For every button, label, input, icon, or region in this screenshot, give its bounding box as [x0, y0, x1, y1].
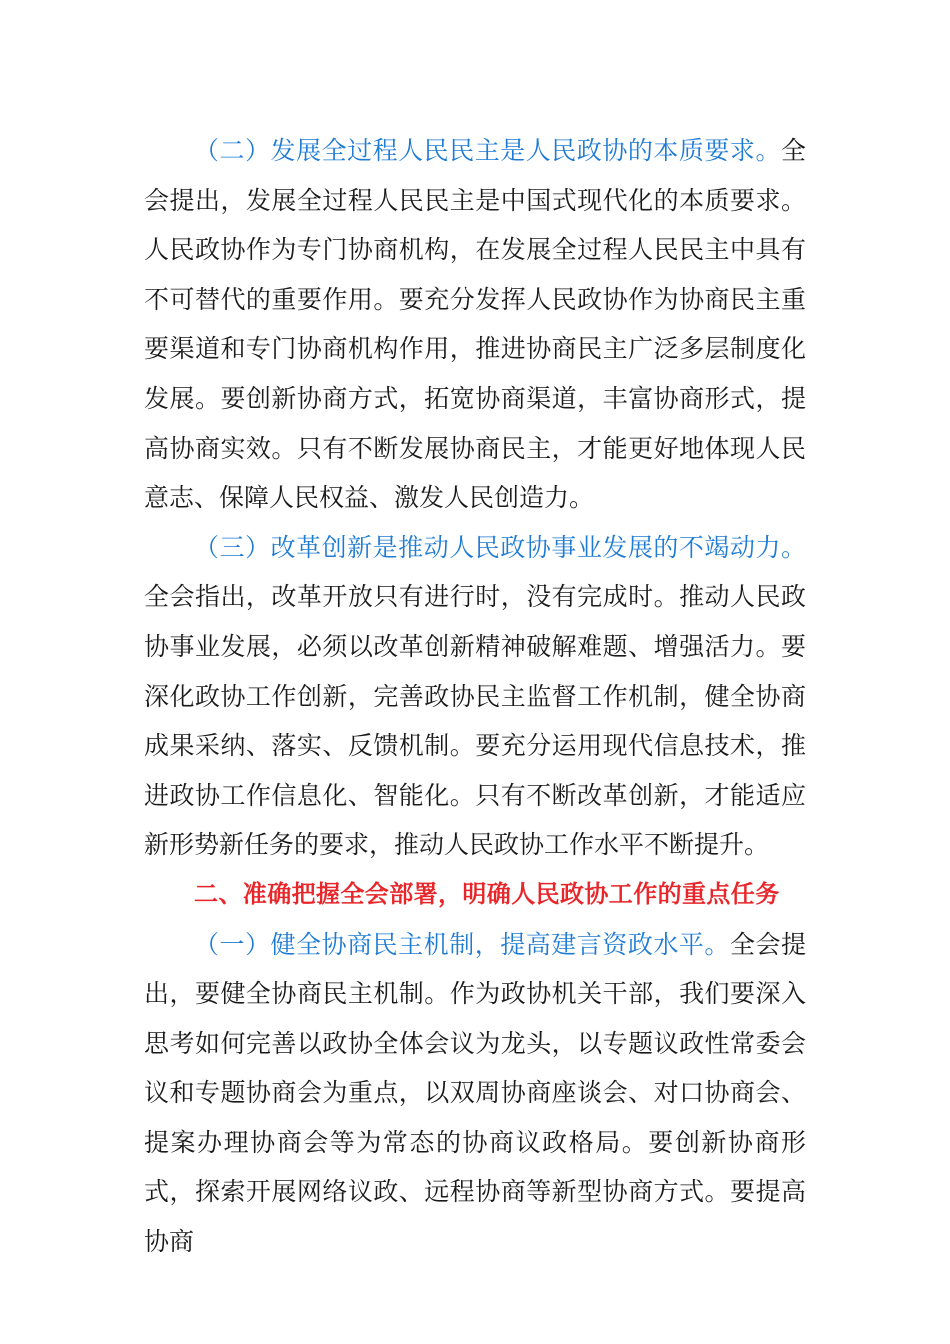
- paragraph-body: 全会提出，发展全过程人民民主是中国式现代化的本质要求。人民政协作为专门协商机构，在发展全过程人民民主中具有不可替代的重要作用。要充分发挥人民政协作为协商民主重要渠道和专门协商机构作用，推进协商民主广泛多层制度化发展。要创新协商方式，拓宽协商渠道，丰富协商形式，提高协商实效。只有不断发展协商民主，才能更好地体现人民意志、保障人民权益、激发人民创造力。: [144, 136, 806, 513]
- paragraph-body: 全会提出，要健全协商民主机制。作为政协机关干部，我们要深入思考如何完善以政协全体会议为龙头，以专题议政性常委会议和专题协商会为重点，以双周协商座谈会、对口协商会、提案办理协商会等为常态的协商议政格局。要创新协商形式，探索开展网络议政、远程协商等新型协商方式。要提高协商: [144, 929, 806, 1257]
- paragraph-lead: （一）健全协商民主机制，提高建言资政水平。: [194, 929, 730, 959]
- paragraph-lead: （三）改革创新是推动人民政协事业发展的不竭动力。: [194, 532, 806, 562]
- paragraph-2-2: [144, 126, 806, 523]
- paragraph-2-3: [144, 523, 806, 870]
- document-body: [144, 126, 806, 1267]
- section-heading: 二、准确把握全会部署，明确人民政协工作的重点任务: [194, 879, 780, 908]
- paragraph-lead: （二）发展全过程人民民主是人民政协的本质要求。: [194, 136, 781, 165]
- paragraph-body: 全会指出，改革开放只有进行时，没有完成时。推动人民政协事业发展，必须以改革创新精神破解难题、增强活力。要深化政协工作创新，完善政协民主监督工作机制，健全协商成果采纳、落实、反馈机制。要充分运用现代信息技术，推进政协工作信息化、智能化。只有不断改革创新，才能适应新形势新任务的要求，推动人民政协工作水平不断提升。: [144, 582, 806, 860]
- paragraph-3-1: [144, 920, 806, 1267]
